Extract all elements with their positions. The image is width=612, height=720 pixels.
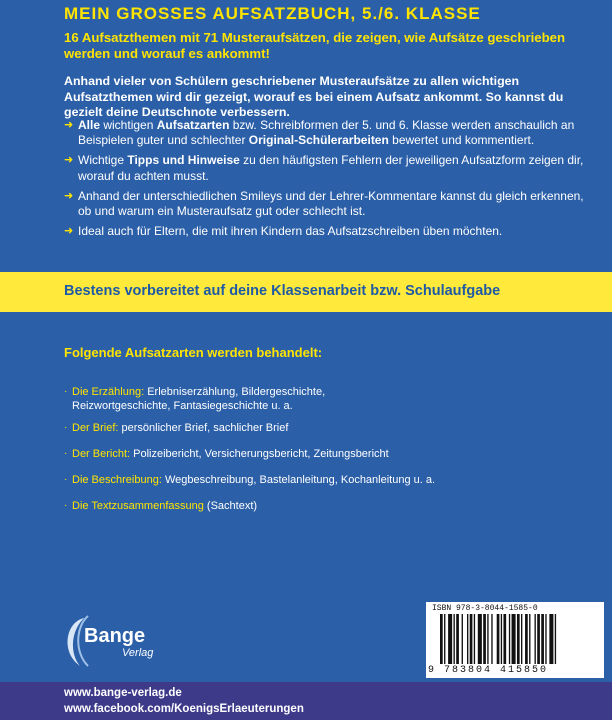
subtitle: 16 Aufsatzthemen mit 71 Musteraufsätzen, die zeigen, wie Aufsätze geschrieben werden und worauf es ankommt! [64, 30, 566, 61]
barcode-bar [491, 614, 492, 664]
arrow-right-icon: ➜ [64, 189, 74, 202]
barcode-bar [512, 614, 516, 664]
feature-list [64, 118, 594, 244]
intro-paragraph: Anhand vieler von Schülern geschriebener Musteraufsätze zu allen wichtigen Aufsatzthemen wird dir gezeigt, worauf es bei einem Aufsatz ankommt. So kannst du gezielt deine Deutschnote verbessern. [64, 74, 564, 119]
bullet-dot-icon: · [64, 474, 68, 485]
feature-text: bewertet und kommentiert. [388, 133, 535, 148]
feature-item [64, 189, 594, 219]
bullet-dot-icon: · [64, 422, 68, 433]
bullet-dot-icon: · [64, 500, 68, 511]
essay-type-desc: Wegbeschreibung, Bastelanleitung, Kochanleitung u. a. [161, 474, 436, 486]
barcode-icon [440, 614, 596, 664]
book-title: MEIN GROSSES AUFSATZBUCH, 5./6. KLASSE [64, 4, 481, 23]
barcode-bar [467, 614, 468, 664]
barcode-bar [529, 614, 530, 664]
barcode-bar [462, 614, 463, 664]
essay-type-term: Der Bericht: [72, 448, 131, 460]
essay-type-desc: Reizwortgeschichte, Fantasiegeschichte u. a. [72, 400, 293, 412]
barcode-digits: 9 783804 415850 [428, 665, 549, 676]
barcode-bar [545, 614, 546, 664]
essay-type-item [64, 499, 564, 513]
barcode-bar [521, 614, 522, 664]
footer-bar [0, 682, 612, 720]
barcode-bar [478, 614, 482, 664]
feature-item [64, 118, 594, 148]
arrow-right-icon: ➜ [64, 154, 74, 167]
feature-text: wichtigen [100, 118, 157, 132]
essay-type-item [64, 421, 564, 435]
barcode-bar [444, 614, 445, 664]
barcode-bar [537, 614, 540, 664]
feature-text: Wichtige [78, 153, 128, 168]
essay-type-term: Der Brief: [72, 422, 119, 434]
feature-text: Anhand der unterschiedlichen Smileys und der Lehrer-Kommentare kannst du gleich erkennen, ob und warum ein Musteraufsatz gut oder schlecht ist. [78, 188, 584, 219]
barcode-bar [474, 614, 475, 664]
feature-item [64, 153, 594, 183]
barcode-bar [541, 614, 544, 664]
facebook-link[interactable]: www.facebook.com/KoenigsErlaeuterungen [64, 703, 304, 715]
feature-emphasis: Aufsatzarten [156, 118, 230, 132]
bullet-dot-icon: · [64, 386, 68, 397]
feature-emphasis: Original-Schülerarbeiten [248, 133, 389, 148]
arrow-right-icon: ➜ [64, 225, 74, 238]
essay-type-desc: Erlebniserzählung, Bildergeschichte, [144, 386, 326, 398]
essay-type-item [64, 385, 564, 413]
feature-text: Ideal auch für Eltern, die mit ihren Kindern das Aufsatzschreiben üben möchten. [78, 224, 503, 239]
bullet-dot-icon: · [64, 448, 68, 459]
website-link[interactable]: www.bange-verlag.de [64, 687, 182, 699]
logo-brand: Bange [84, 625, 146, 647]
barcode-bar [503, 614, 506, 664]
feature-emphasis: Alle [78, 118, 101, 132]
essay-type-term: Die Textzusammenfassung [72, 500, 204, 512]
arrow-right-icon: ➜ [64, 119, 74, 131]
barcode-panel [426, 602, 604, 678]
essay-type-desc: (Sachtext) [203, 500, 258, 512]
barcode-bar [448, 614, 452, 664]
barcode-bar [487, 614, 488, 664]
essay-type-term: Die Beschreibung: [72, 474, 162, 486]
essay-types-list [64, 385, 564, 513]
essay-types-heading: Folgende Aufsatzarten werden behandelt: [64, 345, 323, 360]
barcode-bar [525, 614, 528, 664]
publisher-logo [62, 612, 182, 672]
barcode-bar [483, 614, 486, 664]
feature-emphasis: Tipps und Hinweise [127, 153, 240, 168]
feature-text: zu den häufigsten Fehlern der jeweiligen Aufsatzform zeigen dir, worauf du achten musst. [78, 153, 584, 183]
logo-sub: Verlag [122, 647, 154, 659]
feature-item [64, 224, 594, 239]
barcode-bar [535, 614, 536, 664]
barcode-bar [470, 614, 473, 664]
essay-type-term: Die Erzählung: [72, 386, 145, 398]
highlight-band-text: Bestens vorbereitet auf deine Klassenarbeit bzw. Schulaufgabe [64, 283, 501, 299]
isbn-label: ISBN 978-3-8044-1585-0 [432, 604, 538, 613]
barcode-bar [456, 614, 459, 664]
barcode-bar [440, 614, 443, 664]
essay-type-desc: Polizeibericht, Versicherungsbericht, Zeitungsbericht [130, 448, 389, 460]
barcode-bar [501, 614, 502, 664]
barcode-bar [555, 614, 556, 664]
feature-text: bzw. Schreibformen der 5. und 6. Klasse werden anschaulich an Beispielen guter und schlechter [78, 118, 575, 148]
barcode-bar [549, 614, 553, 664]
barcode-bar [497, 614, 500, 664]
barcode-bar [454, 614, 455, 664]
barcode-bar [509, 614, 510, 664]
essay-type-item [64, 447, 564, 461]
essay-type-desc: persönlicher Brief, sachlicher Brief [118, 422, 289, 434]
barcode-bar [517, 614, 520, 664]
essay-type-item [64, 473, 564, 487]
